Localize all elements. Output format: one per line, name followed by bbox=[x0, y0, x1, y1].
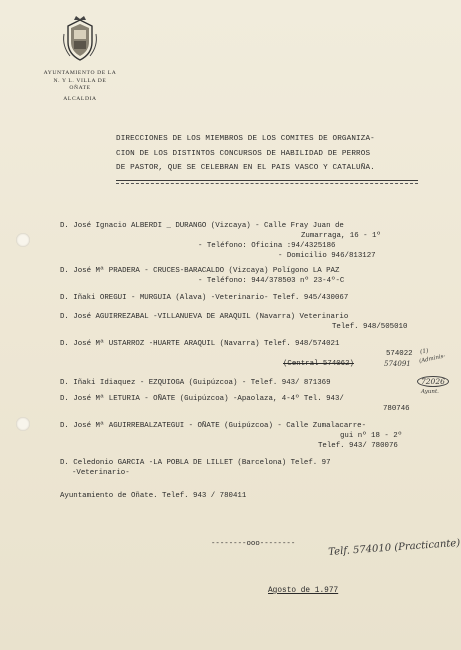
handwritten-note: (Adminis- bbox=[418, 353, 446, 365]
separator: --------ooo-------- bbox=[211, 540, 296, 548]
entry-line: D. Celedonio GARCIA -LA POBLA DE LILLET (Barcelona) Telef. 97 bbox=[60, 459, 331, 467]
punch-hole bbox=[16, 233, 30, 247]
entry-line: D. José Mª LETURIA - OÑATE (Guipúzcoa) -Apaolaza, 4-4º Tel. 943/ bbox=[60, 395, 344, 403]
letterhead-line: ALCALDIA bbox=[63, 95, 97, 102]
entry-line: - Teléfono: Oficina :94/4325186 bbox=[198, 242, 336, 250]
handwritten-note: 72026 bbox=[417, 376, 449, 387]
entry-line: 574022 bbox=[386, 350, 413, 358]
entry-line: gui nº 18 - 2º bbox=[340, 432, 403, 440]
title-line: DIRECCIONES DE LOS MIEMBROS DE LOS COMITES DE ORGANIZA- bbox=[116, 135, 375, 143]
punch-hole bbox=[16, 417, 30, 431]
entry-line: Telef. 948/505010 bbox=[332, 323, 408, 331]
ayuntamiento-phone: Ayuntamiento de Oñate. Telef. 943 / 780411 bbox=[60, 492, 247, 500]
entry-line: D. José Mª PRADERA - CRUCES-BARACALDO (Vizcaya) Polígono LA PAZ bbox=[60, 267, 340, 275]
letterhead-line: AYUNTAMIENTO DE LA bbox=[43, 70, 117, 76]
handwritten-note: Telf. 574010 (Practicante) bbox=[328, 537, 461, 558]
entry-line: - Teléfono: 944/378503 nº 23-4º-C bbox=[198, 277, 345, 285]
coat-of-arms-icon bbox=[60, 16, 100, 64]
document-title bbox=[116, 132, 375, 176]
letterhead-line: OÑATE bbox=[69, 85, 91, 91]
title-rule bbox=[116, 183, 418, 184]
entry-line: D. José Mª AGUIRREBALZATEGUI - OÑATE (Guipúzcoa) - Calle Zumalacarre- bbox=[60, 422, 367, 430]
entry-line-struck: (Central 574062) bbox=[283, 360, 354, 368]
handwritten-note: Ayunt. bbox=[421, 389, 439, 395]
title-rule bbox=[116, 180, 418, 181]
entry-line: D. José Mª USTARROZ -HUARTE ARAQUIL (Navarra) Telef. 948/574021 bbox=[60, 340, 340, 348]
title-line: CION DE LOS DISTINTOS CONCURSOS DE HABILIDAD DE PERROS bbox=[116, 149, 371, 158]
letterhead bbox=[32, 16, 128, 103]
entry-line: Zumarraga, 16 - 1º bbox=[301, 232, 381, 240]
handwritten-note: 574091 bbox=[384, 360, 411, 368]
entry-line: D. José Ignacio ALBERDI _ DURANGO (Vizcaya) - Calle Fray Juan de bbox=[60, 222, 344, 230]
entry-line: D. Iñaki OREGUI - MURGUIA (Alava) -Veterinario- Telef. 945/430067 bbox=[60, 294, 349, 302]
entry-line: - Domicilio 946/813127 bbox=[278, 252, 376, 260]
title-line: DE PASTOR, QUE SE CELEBRAN EN EL PAIS VASCO Y CATALUÑA. bbox=[116, 164, 375, 172]
letterhead-line: N. Y L. VILLA DE bbox=[53, 77, 107, 84]
handwritten-note: (1) bbox=[419, 347, 430, 356]
entry-line: -Veterinario- bbox=[72, 469, 130, 477]
entry-line: D. José AGUIRREZABAL -VILLANUEVA DE ARAQUIL (Navarra) Veterinario bbox=[60, 313, 349, 321]
entry-line: D. Iñaki Idiaquez - EZQUIOGA (Guipúzcoa) - Telef. 943/ 871369 bbox=[60, 379, 331, 387]
document-date: Agosto de 1.977 bbox=[268, 587, 339, 595]
entry-line: Telef. 943/ 780076 bbox=[318, 442, 398, 450]
entry-line: 780746 bbox=[383, 405, 410, 413]
